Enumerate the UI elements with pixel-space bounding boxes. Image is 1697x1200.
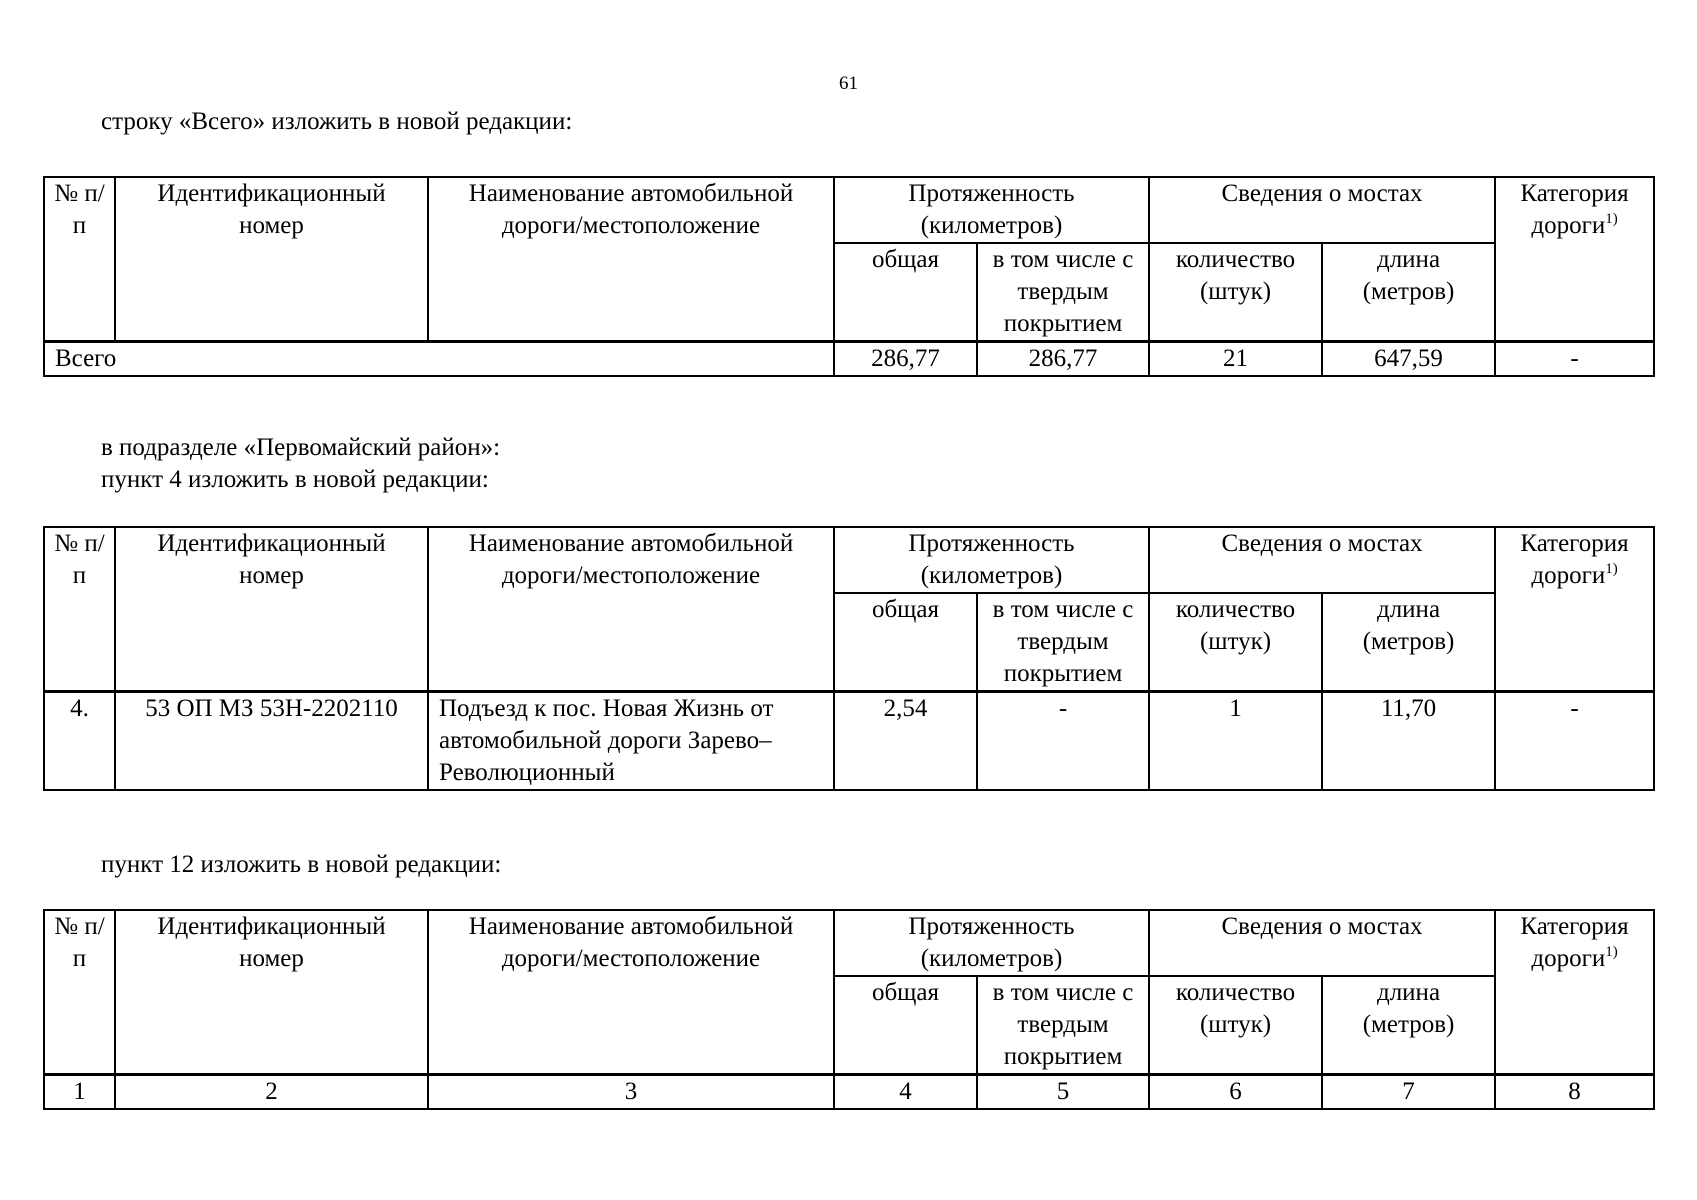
cell-id: 53 ОП МЗ 53Н-2202110 [115,692,428,791]
header-num: № п/п [44,527,115,692]
table-row [44,692,1654,791]
header-category: Категория дороги$^{1)}$ [1495,177,1654,342]
paragraph-subsection: в подразделе «Первомайский район»: [101,434,501,461]
paragraph-total-row: строку «Всего» изложить в новой редакции: [101,108,573,135]
header-length-total: общая [834,593,977,692]
column-number: 3 [428,1075,834,1110]
footnote-mark: 1) [1605,561,1618,577]
header-length: Протяженность (километров) [834,527,1149,593]
cell-bridges-length: 11,70 [1322,692,1495,791]
cell-length-paved: 286,77 [977,342,1149,377]
header-bridges: Сведения о мостах [1149,527,1495,593]
header-category: Категория дороги$^{1)}$ [1495,527,1654,692]
header-length-paved: в том числе с твердым покрытием [977,243,1149,342]
column-number: 2 [115,1075,428,1110]
header-length-total: общая [834,243,977,342]
cell-length-paved: - [977,692,1149,791]
header-length-paved: в том числе с твердым покрытием [977,593,1149,692]
cell-category: - [1495,342,1654,377]
header-bridges-count: количество (штук) [1149,243,1322,342]
column-numbers-row [44,1075,1654,1110]
header-bridges: Сведения о мостах [1149,910,1495,976]
footnote-mark: 1) [1605,944,1618,960]
paragraph-item-12: пункт 12 изложить в новой редакции: [101,851,502,878]
header-id: Идентификационный номер [115,177,428,342]
header-category: Категория дороги$^{1)}$ [1495,910,1654,1075]
header-num: № п/п [44,910,115,1075]
cell-length-total: 2,54 [834,692,977,791]
cell-bridges-count: 21 [1149,342,1322,377]
table-row-total [44,342,1654,377]
column-number: 4 [834,1075,977,1110]
header-length-paved: в том числе с твердым покрытием [977,976,1149,1075]
roads-table-item-4 [43,526,1655,791]
header-bridges-length: длина (метров) [1322,593,1495,692]
paragraph-item-4: пункт 4 изложить в новой редакции: [101,466,489,493]
total-label: Всего [44,342,834,377]
header-id: Идентификационный номер [115,527,428,692]
footnote-mark: 1) [1605,211,1618,227]
header-bridges-length: длина (метров) [1322,976,1495,1075]
cell-road-name: Подъезд к пос. Новая Жизнь от автомобильной дороги Зарево–Революционный [428,692,834,791]
column-number: 6 [1149,1075,1322,1110]
header-num: № п/п [44,177,115,342]
column-number: 7 [1322,1075,1495,1110]
header-length-total: общая [834,976,977,1075]
header-length: Протяженность (километров) [834,177,1149,243]
cell-length-total: 286,77 [834,342,977,377]
header-bridges-length: длина (метров) [1322,243,1495,342]
header-name: Наименование автомобильной дороги/местоположение [428,910,834,1075]
column-number: 8 [1495,1075,1654,1110]
header-name: Наименование автомобильной дороги/местоположение [428,177,834,342]
cell-bridges-count: 1 [1149,692,1322,791]
header-name: Наименование автомобильной дороги/местоположение [428,527,834,692]
roads-table-total [43,176,1655,377]
column-number: 1 [44,1075,115,1110]
header-bridges-count: количество (штук) [1149,976,1322,1075]
header-bridges-count: количество (штук) [1149,593,1322,692]
header-bridges: Сведения о мостах [1149,177,1495,243]
header-length: Протяженность (километров) [834,910,1149,976]
page-number: 61 [839,73,858,94]
column-number: 5 [977,1075,1149,1110]
header-id: Идентификационный номер [115,910,428,1075]
cell-category: - [1495,692,1654,791]
cell-bridges-length: 647,59 [1322,342,1495,377]
cell-num: 4. [44,692,115,791]
roads-table-item-12 [43,909,1655,1110]
